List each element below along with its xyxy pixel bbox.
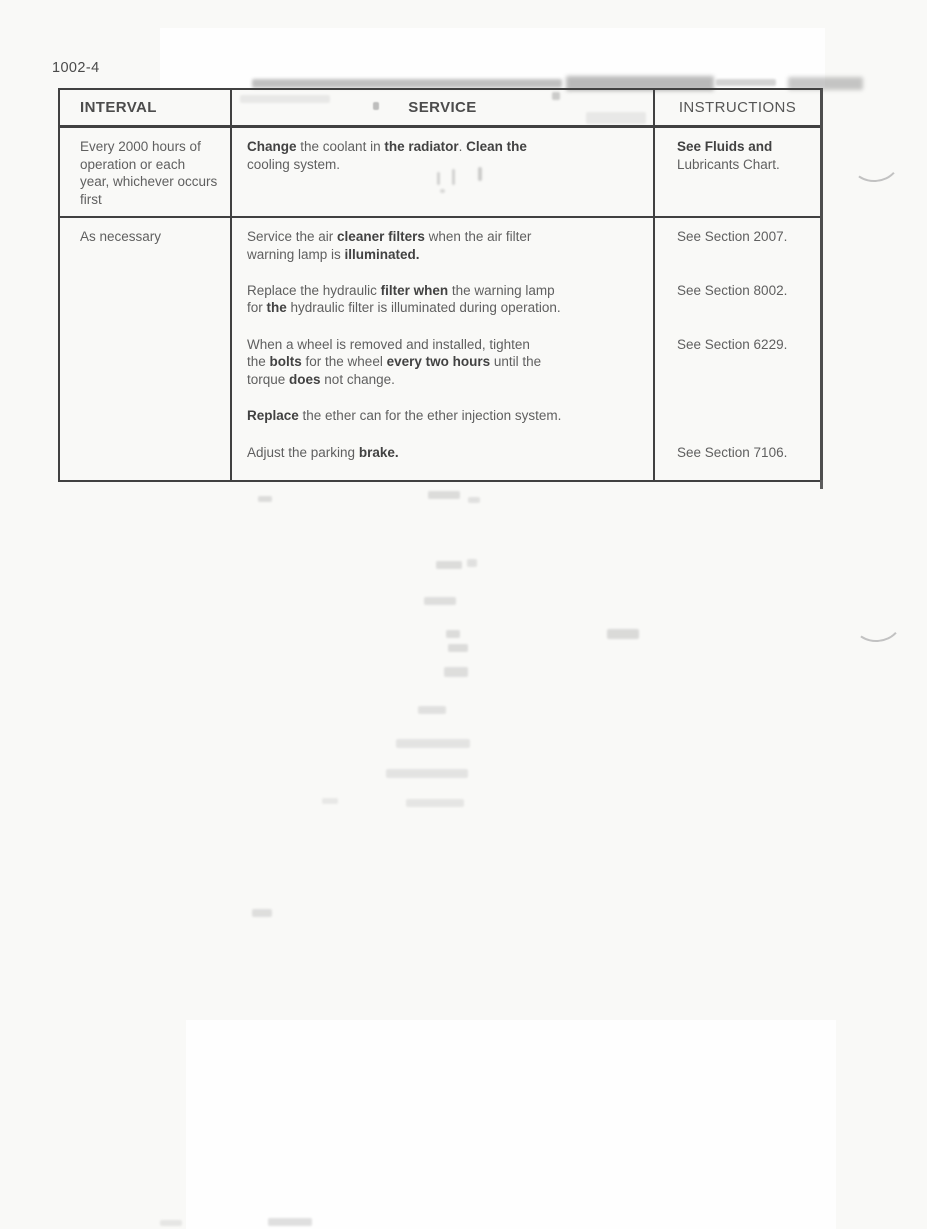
text-segment: See Section 7106. bbox=[677, 444, 788, 460]
text-segment: When a wheel is removed and installed, tighten bbox=[247, 336, 530, 352]
text-segment: torque bbox=[247, 371, 290, 387]
scan-smudge bbox=[444, 667, 468, 677]
column-header-interval: INTERVAL bbox=[60, 90, 232, 125]
text-segment-bold: See Fluids and bbox=[677, 139, 773, 154]
scan-smudge bbox=[386, 769, 468, 778]
text-segment-bold: does bbox=[289, 371, 321, 387]
instruction-cell bbox=[655, 282, 820, 336]
text-segment: . bbox=[458, 139, 467, 154]
column-header-instructions: INSTRUCTIONS bbox=[678, 99, 797, 116]
text-segment: the warning lamp bbox=[448, 282, 555, 298]
scan-arc-artifact bbox=[848, 138, 902, 185]
scan-smudge bbox=[406, 799, 464, 807]
interval-cell: As necessary bbox=[60, 218, 232, 480]
text-segment-bold: the bbox=[266, 300, 287, 316]
scan-smudge bbox=[448, 644, 468, 652]
text-segment-bold: Clean the bbox=[466, 139, 527, 154]
table-row bbox=[60, 218, 820, 480]
scan-smudge bbox=[446, 630, 460, 638]
text-segment: warning lamp is bbox=[247, 246, 345, 262]
scan-arc-artifact bbox=[850, 598, 904, 645]
text-segment-bold: brake. bbox=[358, 444, 399, 460]
scan-smudge bbox=[252, 909, 272, 917]
scan-smudge bbox=[418, 706, 446, 714]
service-cell bbox=[232, 282, 655, 336]
instruction-cell bbox=[655, 407, 820, 443]
text-segment: See Section 6229. bbox=[677, 336, 788, 352]
text-segment: See Section 8002. bbox=[677, 282, 788, 298]
text-segment: when the air filter bbox=[424, 229, 532, 244]
scan-smudge bbox=[396, 739, 470, 748]
text-segment: the bbox=[247, 354, 270, 370]
scan-smudge bbox=[160, 1220, 182, 1226]
column-header-service: SERVICE bbox=[232, 90, 655, 125]
instruction-cell bbox=[655, 128, 820, 216]
scan-smudge bbox=[467, 559, 477, 567]
text-segment: not change. bbox=[320, 371, 395, 387]
scan-smudge bbox=[258, 496, 272, 502]
table-body bbox=[60, 128, 820, 480]
scan-smudge bbox=[252, 79, 562, 88]
instruction-cell bbox=[655, 336, 820, 407]
text-segment: for bbox=[247, 300, 267, 316]
text-segment: See Section 2007. bbox=[677, 229, 788, 244]
service-cell bbox=[232, 407, 655, 443]
service-cell bbox=[232, 218, 655, 282]
instruction-cell bbox=[655, 218, 820, 282]
table-row bbox=[60, 128, 820, 218]
text-segment: Adjust the parking bbox=[247, 444, 359, 460]
text-segment: for the wheel bbox=[301, 354, 387, 370]
text-segment: Lubricants Chart. bbox=[677, 156, 780, 172]
text-segment: Replace the hydraulic bbox=[247, 282, 381, 298]
text-segment: cooling system. bbox=[247, 156, 341, 172]
service-cell bbox=[232, 444, 655, 480]
scan-smudge bbox=[424, 597, 456, 605]
table-header-row bbox=[60, 90, 820, 128]
text-segment: the coolant in bbox=[296, 139, 385, 154]
scan-smudge bbox=[468, 497, 480, 503]
text-segment-bold: illuminated. bbox=[344, 246, 420, 262]
maintenance-table bbox=[58, 88, 823, 482]
text-segment: the ether can for the ether injection system. bbox=[298, 408, 562, 424]
service-cell bbox=[232, 128, 655, 216]
scan-smudge bbox=[607, 629, 639, 639]
text-segment: until the bbox=[490, 354, 542, 370]
scan-white-patch-bottom bbox=[186, 1020, 836, 1229]
text-segment-bold: radiator bbox=[408, 139, 459, 154]
text-segment-bold: Replace bbox=[247, 408, 299, 424]
text-segment: Service the air bbox=[247, 229, 338, 244]
scan-smudge bbox=[322, 798, 338, 804]
scan-smudge bbox=[716, 79, 776, 86]
instruction-cell bbox=[655, 444, 820, 480]
text-segment-bold: the bbox=[384, 139, 405, 154]
scan-smudge bbox=[428, 491, 460, 499]
text-segment-bold: every two hours bbox=[386, 354, 491, 370]
text-segment-bold: filter when bbox=[380, 282, 449, 298]
scan-smudge bbox=[268, 1218, 312, 1226]
interval-cell: Every 2000 hours of operation or each year, whichever occurs first bbox=[60, 128, 232, 216]
text-segment-bold: bolts bbox=[269, 354, 302, 370]
text-segment-bold: Change bbox=[247, 139, 297, 154]
page-number: 1002-4 bbox=[52, 60, 100, 76]
text-segment-bold: cleaner bbox=[337, 229, 385, 244]
service-cell bbox=[232, 336, 655, 407]
text-segment-bold: filters bbox=[388, 229, 425, 244]
text-segment: hydraulic filter is illuminated during operation. bbox=[286, 300, 561, 316]
scan-smudge bbox=[436, 561, 462, 569]
